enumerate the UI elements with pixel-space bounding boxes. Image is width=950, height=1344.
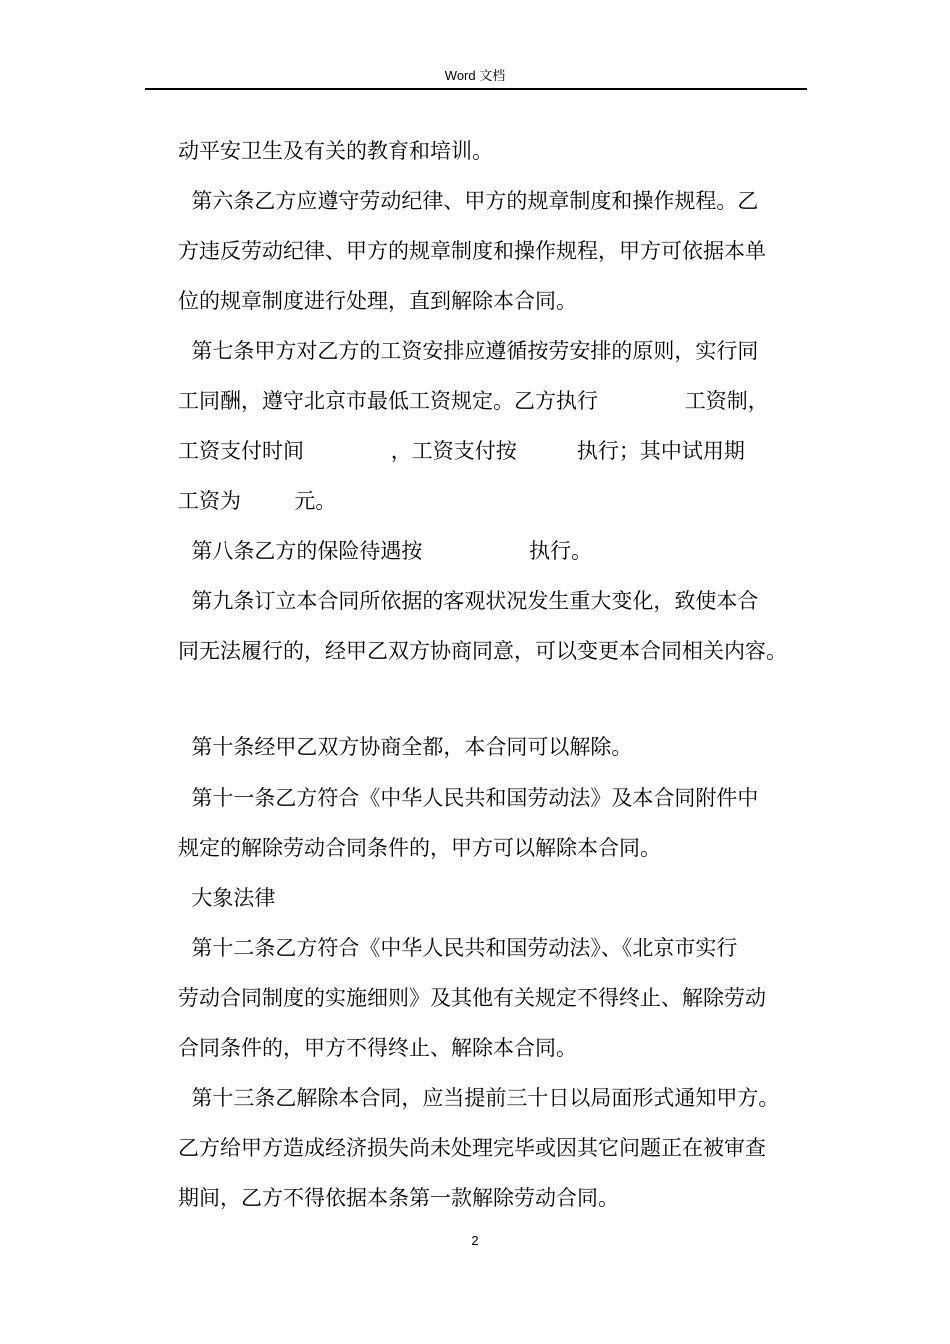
body-line: 方违反劳动纪律、甲方的规章制度和操作规程，甲方可依据本单 bbox=[178, 239, 766, 263]
body-line: 劳动合同制度的实施细则》及其他有关规定不得终止、解除劳动 bbox=[178, 986, 766, 1010]
body-line: 第七条甲方对乙方的工资安排应遵循按劳安排的原则，实行同 bbox=[178, 339, 759, 363]
body-line: 第十三条乙解除本合同，应当提前三十日以局面形式通知甲方。 bbox=[178, 1086, 780, 1110]
body-line: 期间，乙方不得依据本条第一款解除劳动合同。 bbox=[178, 1186, 619, 1210]
body-line: 大象法律 bbox=[178, 886, 276, 910]
body-line: 第十一条乙方符合《中华人民共和国劳动法》及本合同附件中 bbox=[178, 786, 759, 810]
body-line: 位的规章制度进行处理，直到解除本合同。 bbox=[178, 289, 577, 313]
header-rule bbox=[145, 88, 807, 90]
body-line: 合同条件的，甲方不得终止、解除本合同。 bbox=[178, 1036, 577, 1060]
body-line: 工资为 元。 bbox=[178, 489, 337, 513]
body-line: 规定的解除劳动合同条件的，甲方可以解除本合同。 bbox=[178, 836, 661, 860]
body-line: 第六条乙方应遵守劳动纪律、甲方的规章制度和操作规程。乙 bbox=[178, 189, 759, 213]
page-header-title: Word 文档 bbox=[444, 68, 506, 83]
body-line: 乙方给甲方造成经济损失尚未处理完毕或因其它问题正在被审查 bbox=[178, 1136, 766, 1160]
page-number: 2 bbox=[471, 1233, 479, 1248]
body-line: 同无法履行的，经甲乙双方协商同意，可以变更本合同相关内容。 bbox=[178, 639, 787, 663]
body-line: 第八条乙方的保险待遇按 执行。 bbox=[178, 539, 593, 563]
body-line: 工资支付时间 ，工资支付按 执行；其中试用期 bbox=[178, 439, 745, 463]
body-line: 动平安卫生及有关的教育和培训。 bbox=[178, 139, 493, 163]
body-line: 工同酬，遵守北京市最低工资规定。乙方执行 工资制， bbox=[178, 389, 769, 413]
body-line: 第九条订立本合同所依据的客观状况发生重大变化，致使本合 bbox=[178, 589, 759, 613]
body-line: 第十二条乙方符合《中华人民共和国劳动法》、《北京市实行 bbox=[178, 936, 738, 960]
body-line: 第十条经甲乙双方协商全都，本合同可以解除。 bbox=[178, 735, 633, 759]
